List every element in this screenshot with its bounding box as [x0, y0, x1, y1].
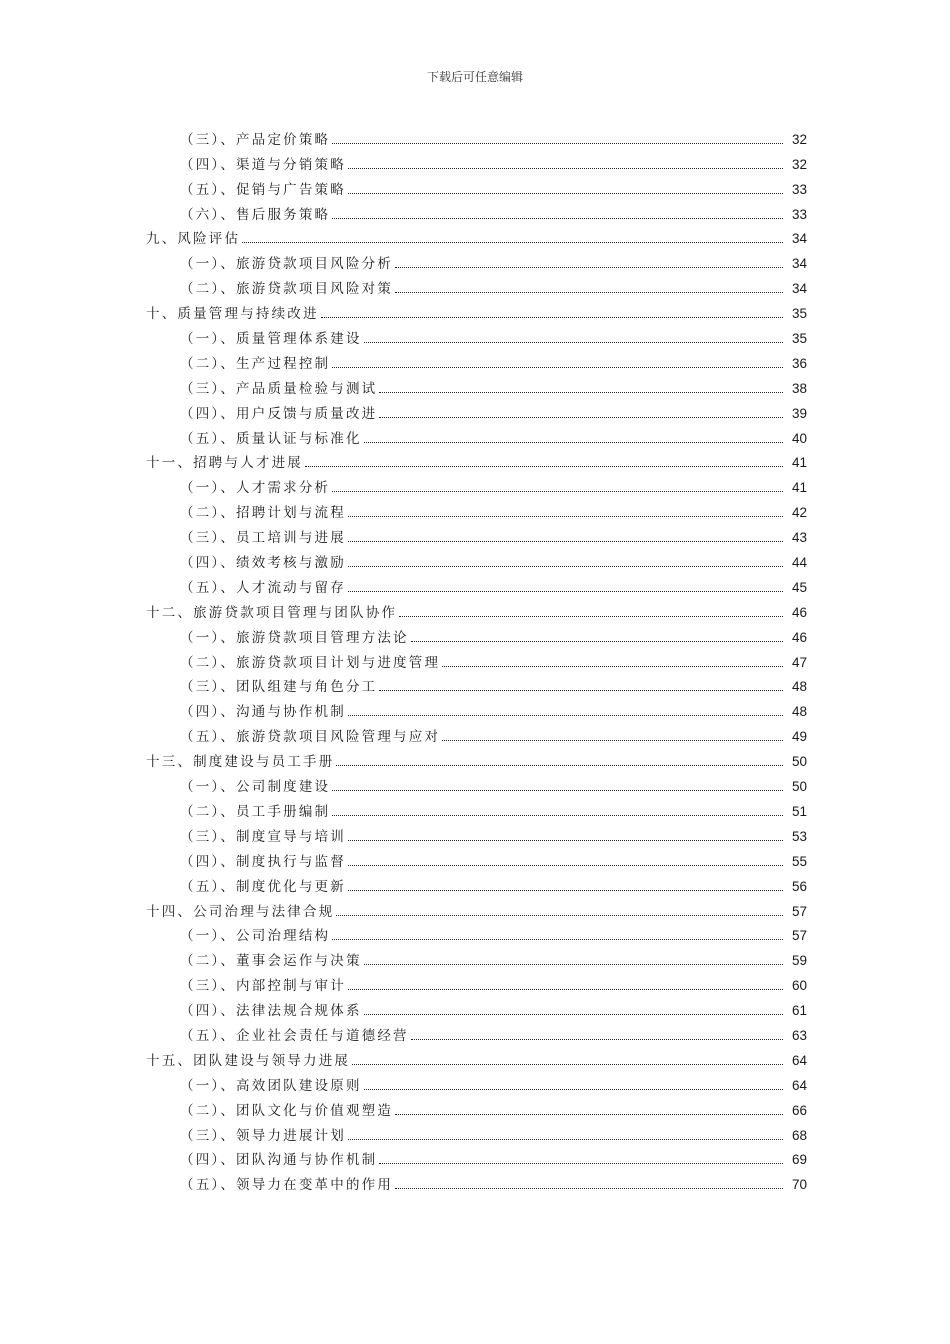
toc-section-entry[interactable]	[0, 248, 950, 273]
toc-page-number: 51	[791, 803, 807, 819]
toc-page-number: 34	[791, 281, 807, 297]
toc-dot-leader	[321, 316, 783, 318]
toc-page-number: 39	[791, 405, 807, 421]
toc-chapter-entry[interactable]	[0, 448, 950, 473]
toc-page-number: 34	[791, 256, 807, 272]
toc-dot-leader	[305, 465, 783, 467]
toc-dot-leader	[242, 241, 783, 243]
toc-entry-label: （四）、沟通与协作机制	[180, 704, 346, 721]
toc-entry-label: （五）、促销与广告策略	[180, 181, 346, 198]
toc-section-entry[interactable]	[0, 199, 950, 224]
toc-page-number: 46	[791, 629, 807, 645]
toc-section-entry[interactable]	[0, 1145, 950, 1170]
toc-chapter-entry[interactable]	[0, 896, 950, 921]
toc-entry-label: 十一、招聘与人才进展	[146, 455, 303, 472]
toc-page-number: 60	[791, 978, 807, 994]
toc-page-number: 45	[791, 579, 807, 595]
toc-page-number: 64	[791, 1052, 807, 1068]
toc-dot-leader	[411, 640, 783, 642]
toc-section-entry[interactable]	[0, 1095, 950, 1120]
toc-page-number: 33	[791, 181, 807, 197]
toc-section-entry[interactable]	[0, 547, 950, 572]
toc-dot-leader	[364, 341, 783, 343]
toc-entry-label: （四）、法律法规合规体系	[180, 1003, 362, 1020]
toc-page-number: 50	[791, 779, 807, 795]
toc-dot-leader	[364, 1013, 783, 1015]
toc-dot-leader	[379, 1162, 783, 1164]
toc-page-number: 44	[791, 555, 807, 571]
toc-entry-label: （三）、产品定价策略	[180, 131, 331, 148]
toc-entry-label: （二）、董事会运作与决策	[180, 953, 362, 970]
toc-entry-label: （四）、绩效考核与激励	[180, 555, 346, 572]
toc-dot-leader	[332, 814, 783, 816]
toc-dot-leader	[348, 864, 783, 866]
toc-dot-leader	[348, 839, 783, 841]
toc-dot-leader	[348, 889, 783, 891]
toc-dot-leader	[348, 167, 783, 169]
toc-section-entry[interactable]	[0, 1020, 950, 1045]
toc-page-number: 50	[791, 754, 807, 770]
toc-section-entry[interactable]	[0, 373, 950, 398]
toc-dot-leader	[395, 291, 783, 293]
toc-page-number: 32	[791, 131, 807, 147]
toc-section-entry[interactable]	[0, 846, 950, 871]
toc-page-number: 35	[791, 331, 807, 347]
toc-page-number: 57	[791, 903, 807, 919]
toc-dot-leader	[411, 1038, 783, 1040]
toc-entry-label: 十三、制度建设与员工手册	[146, 754, 335, 771]
toc-section-entry[interactable]	[0, 995, 950, 1020]
toc-dot-leader	[352, 1063, 783, 1065]
toc-entry-label: （一）、公司制度建设	[180, 779, 331, 796]
toc-section-entry[interactable]	[0, 970, 950, 995]
toc-page-number: 49	[791, 729, 807, 745]
toc-entry-label: 十、质量管理与持续改进	[146, 306, 319, 323]
toc-entry-label: （二）、团队文化与价值观塑造	[180, 1102, 394, 1119]
toc-chapter-entry[interactable]	[0, 298, 950, 323]
toc-dot-leader	[379, 689, 783, 691]
toc-dot-leader	[348, 515, 783, 517]
toc-section-entry[interactable]	[0, 472, 950, 497]
toc-dot-leader	[348, 988, 783, 990]
toc-entry-label: （四）、渠道与分销策略	[180, 156, 346, 173]
toc-section-entry[interactable]	[0, 273, 950, 298]
toc-entry-label: （三）、领导力进展计划	[180, 1127, 346, 1144]
toc-dot-leader	[364, 1088, 783, 1090]
toc-entry-label: （四）、团队沟通与协作机制	[180, 1152, 378, 1169]
toc-chapter-entry[interactable]	[0, 746, 950, 771]
toc-section-entry[interactable]	[0, 323, 950, 348]
toc-page-number: 34	[791, 231, 807, 247]
toc-dot-leader	[336, 764, 783, 766]
toc-dot-leader	[332, 142, 783, 144]
toc-section-entry[interactable]	[0, 423, 950, 448]
toc-section-entry[interactable]	[0, 821, 950, 846]
toc-dot-leader	[348, 1138, 783, 1140]
toc-page-number: 48	[791, 679, 807, 695]
toc-entry-label: （二）、员工手册编制	[180, 803, 331, 820]
toc-entry-label: （五）、旅游贷款项目风险管理与应对	[180, 729, 441, 746]
toc-section-entry[interactable]	[0, 149, 950, 174]
toc-page-number: 59	[791, 953, 807, 969]
toc-page-number: 57	[791, 928, 807, 944]
toc-dot-leader	[332, 789, 783, 791]
toc-page-number: 69	[791, 1152, 807, 1168]
toc-page-number: 43	[791, 530, 807, 546]
toc-page-number: 47	[791, 654, 807, 670]
toc-section-entry[interactable]	[0, 1169, 950, 1194]
toc-section-entry[interactable]	[0, 1120, 950, 1145]
toc-entry-label: （二）、招聘计划与流程	[180, 505, 346, 522]
toc-page-number: 42	[791, 505, 807, 521]
toc-page-number: 66	[791, 1102, 807, 1118]
toc-chapter-entry[interactable]	[0, 1045, 950, 1070]
toc-entry-label: （二）、生产过程控制	[180, 355, 331, 372]
toc-chapter-entry[interactable]	[0, 224, 950, 249]
toc-dot-leader	[364, 963, 783, 965]
toc-section-entry[interactable]	[0, 398, 950, 423]
toc-entry-label: 九、风险评估	[146, 231, 241, 248]
toc-dot-leader	[332, 938, 783, 940]
toc-section-entry[interactable]	[0, 921, 950, 946]
toc-page-number: 33	[791, 206, 807, 222]
toc-dot-leader	[395, 1113, 783, 1115]
toc-section-entry[interactable]	[0, 622, 950, 647]
toc-page-number: 35	[791, 306, 807, 322]
toc-entry-label: 十四、公司治理与法律合规	[146, 903, 335, 920]
toc-entry-label: （一）、人才需求分析	[180, 480, 331, 497]
toc-entry-label: （五）、领导力在变革中的作用	[180, 1177, 394, 1194]
toc-section-entry[interactable]	[0, 796, 950, 821]
toc-page-number: 64	[791, 1077, 807, 1093]
toc-dot-leader	[395, 1187, 783, 1189]
toc-dot-leader	[399, 615, 783, 617]
toc-dot-leader	[348, 565, 783, 567]
toc-dot-leader	[348, 192, 783, 194]
toc-entry-label: 十五、团队建设与领导力进展	[146, 1052, 351, 1069]
toc-page-number: 70	[791, 1177, 807, 1193]
toc-section-entry[interactable]	[0, 647, 950, 672]
toc-dot-leader	[395, 266, 783, 268]
toc-page-number: 40	[791, 430, 807, 446]
toc-dot-leader	[348, 590, 783, 592]
toc-dot-leader	[348, 714, 783, 716]
toc-entry-label: （三）、产品质量检验与测试	[180, 380, 378, 397]
toc-section-entry[interactable]	[0, 945, 950, 970]
toc-entry-label: （二）、旅游贷款项目计划与进度管理	[180, 654, 441, 671]
toc-entry-label: 十二、旅游贷款项目管理与团队协作	[146, 604, 398, 621]
toc-page-number: 41	[791, 480, 807, 496]
toc-section-entry[interactable]	[0, 672, 950, 697]
toc-chapter-entry[interactable]	[0, 597, 950, 622]
toc-section-entry[interactable]	[0, 572, 950, 597]
toc-entry-label: （二）、旅游贷款项目风险对策	[180, 281, 394, 298]
toc-page-number: 61	[791, 1003, 807, 1019]
toc-entry-label: （三）、员工培训与进展	[180, 530, 346, 547]
toc-section-entry[interactable]	[0, 124, 950, 149]
toc-entry-label: （三）、内部控制与审计	[180, 978, 346, 995]
toc-section-entry[interactable]	[0, 871, 950, 896]
toc-entry-label: （五）、人才流动与留存	[180, 579, 346, 596]
toc-dot-leader	[332, 217, 783, 219]
toc-entry-label: （五）、制度优化与更新	[180, 878, 346, 895]
toc-section-entry[interactable]	[0, 721, 950, 746]
toc-page-number: 56	[791, 878, 807, 894]
toc-dot-leader	[364, 441, 783, 443]
toc-entry-label: （四）、用户反馈与质量改进	[180, 405, 378, 422]
toc-dot-leader	[332, 366, 783, 368]
toc-dot-leader	[332, 490, 783, 492]
toc-entry-label: （一）、质量管理体系建设	[180, 331, 362, 348]
toc-section-entry[interactable]	[0, 771, 950, 796]
toc-section-entry[interactable]	[0, 522, 950, 547]
toc-entry-label: （三）、制度宣导与培训	[180, 828, 346, 845]
toc-page-number: 68	[791, 1127, 807, 1143]
toc-page-number: 38	[791, 380, 807, 396]
toc-dot-leader	[379, 391, 783, 393]
toc-entry-label: （五）、企业社会责任与道德经营	[180, 1027, 409, 1044]
toc-dot-leader	[442, 739, 783, 741]
toc-entry-label: （六）、售后服务策略	[180, 206, 331, 223]
toc-page-number: 48	[791, 704, 807, 720]
toc-section-entry[interactable]	[0, 696, 950, 721]
toc-section-entry[interactable]	[0, 348, 950, 373]
table-of-contents	[0, 124, 950, 1194]
toc-dot-leader	[336, 914, 783, 916]
page-header: 下载后可任意编辑	[426, 70, 523, 84]
toc-page-number: 55	[791, 853, 807, 869]
toc-dot-leader	[348, 540, 783, 542]
toc-dot-leader	[379, 416, 783, 418]
toc-page-number: 46	[791, 604, 807, 620]
toc-page-number: 41	[791, 455, 807, 471]
toc-entry-label: （五）、质量认证与标准化	[180, 430, 362, 447]
toc-section-entry[interactable]	[0, 174, 950, 199]
toc-page-number: 63	[791, 1027, 807, 1043]
toc-page-number: 53	[791, 828, 807, 844]
toc-entry-label: （四）、制度执行与监督	[180, 853, 346, 870]
toc-section-entry[interactable]	[0, 1070, 950, 1095]
toc-page-number: 32	[791, 156, 807, 172]
toc-entry-label: （三）、团队组建与角色分工	[180, 679, 378, 696]
toc-entry-label: （一）、高效团队建设原则	[180, 1077, 362, 1094]
toc-entry-label: （一）、旅游贷款项目管理方法论	[180, 629, 409, 646]
toc-entry-label: （一）、公司治理结构	[180, 928, 331, 945]
toc-entry-label: （一）、旅游贷款项目风险分析	[180, 256, 394, 273]
toc-section-entry[interactable]	[0, 497, 950, 522]
toc-page-number: 36	[791, 355, 807, 371]
toc-dot-leader	[442, 665, 783, 667]
